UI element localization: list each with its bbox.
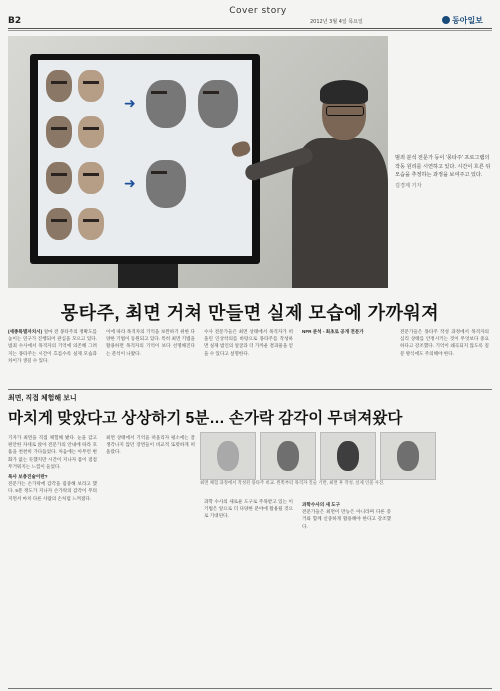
article-column — [106, 328, 195, 386]
photo-caption-text: 범죄 분석 전문가 등이 '몽타주' 프로그램의 작동 원리를 시연하고 있다. 시간이 흐른 뒤 모습을 추정하는 과정을 보여주고 있다. — [395, 155, 491, 179]
article-column — [8, 434, 97, 684]
header-bar — [8, 6, 492, 16]
section2-photo-caption: 최면 체험 과정에서 작성된 몽타주 비교. 왼쪽부터 목격자 진술 기반, 최면 후 작성, 실제 인물 사진. — [200, 480, 385, 485]
section-divider — [8, 389, 492, 390]
face-thumbnail — [78, 70, 104, 102]
article-text: 최면 상태에서 기억을 떠올리자 평소에는 잘 생각나지 않던 장면들이 비교적 또렷하게 떠올랐다. — [106, 435, 195, 455]
page-bottom-rule — [8, 688, 492, 689]
face-photo — [200, 432, 256, 480]
section2-headline: 마치게 맞았다고 상상하기 5분… 손가락 감각이 무뎌져왔다 — [8, 410, 403, 427]
article-column — [302, 328, 391, 386]
face-composite — [198, 80, 238, 128]
face-thumbnail — [78, 208, 104, 240]
article-text: 전문가들은 몽타주 작성 과정에서 목격자의 심리 상태를 안정시키는 것이 무엇보다 중요하다고 강조했다. 기억이 왜곡되지 않도록 질문 방식에도 주의해야 한다. — [400, 329, 489, 356]
article-column — [8, 328, 97, 386]
brand-logo-icon — [442, 16, 450, 24]
face-composite — [146, 80, 186, 128]
publication-date: 2012년 3월 4일 목요일 — [310, 19, 363, 25]
face-thumbnail — [46, 208, 72, 240]
face-thumbnail — [46, 162, 72, 194]
article-column — [204, 328, 293, 386]
presenter-figure — [284, 76, 388, 288]
face-sketch — [337, 441, 359, 471]
newspaper-brand — [442, 15, 483, 26]
face-sketch — [217, 441, 239, 471]
monitor-screen — [38, 60, 252, 256]
face-thumbnail — [78, 162, 104, 194]
article-body — [8, 328, 492, 386]
face-photo — [380, 432, 436, 480]
monitor-stand — [118, 264, 178, 288]
face-thumbnail — [46, 116, 72, 148]
main-photo — [8, 36, 388, 288]
article-column — [400, 328, 489, 386]
article-column — [106, 434, 195, 684]
presenter-hair — [320, 80, 368, 104]
header-rule — [8, 28, 492, 29]
face-thumbnail — [78, 116, 104, 148]
face-photo — [320, 432, 376, 480]
face-composite — [146, 160, 186, 208]
face-thumbnail — [46, 70, 72, 102]
face-photo — [260, 432, 316, 480]
face-sketch — [277, 441, 299, 471]
page-number: B2 — [8, 16, 22, 26]
article-text: 전문가들은 최면이 만능은 아니라며 다른 증거와 함께 신중하게 활용해야 한다고 강조했다. — [302, 509, 391, 529]
main-headline: 몽타주, 최면 거쳐 만들면 실제 모습에 가까워져 — [60, 303, 440, 323]
article-text: 과학 수사의 새로운 도구로 주목받고 있는 이 기법은 앞으로 더 다양한 분야에 활용될 것으로 기대된다. — [204, 499, 293, 519]
arrow-right-icon: ➜ — [124, 176, 136, 192]
article-column — [302, 498, 391, 684]
article-text: 수사 전문가들은 최면 상태에서 목격자가 떠올린 인상착의를 바탕으로 몽타주를 작성하면 실제 범인의 얼굴과 더 가까운 결과물을 얻을 수 있다고 설명한다. — [204, 329, 293, 356]
section2-kicker: 최면, 직접 체험해 보니 — [8, 395, 77, 402]
article-text: 전문가는 손가락에 감각을 집중해 보라고 했다. 5분 정도가 지나자 손가락의 감각이 무뎌지면서 마치 다른 사람의 손처럼 느껴졌다. — [8, 481, 97, 501]
header-rule-secondary — [8, 30, 492, 31]
photo-credit: 김경제 기자 — [395, 182, 422, 189]
article-subhead: 과학수사의 새 도구 — [302, 502, 341, 507]
photo-caption — [395, 154, 493, 190]
face-sketch — [397, 441, 419, 471]
article-column — [204, 498, 293, 684]
brand-name: 동아일보 — [452, 16, 483, 25]
article-text: 이에 따라 목격자의 기억을 보완하기 위한 다양한 기법이 동원되고 있다. 특히 최면 기법을 활용하면 목격자의 기억이 보다 선명해진다는 분석이 나왔다. — [106, 329, 195, 356]
article-subhead: NFR 분석 - 최초로 공개 전문가 — [302, 329, 364, 334]
article-text: 얼마 전 몽타주의 정확도를 높이는 연구가 진행되어 관심을 모으고 있다. 범죄 수사에서 목격자의 기억에 의존해 그려지는 몽타주는 시간이 흐를수록 실제 모습과 차이가 생길 수 있다. — [8, 329, 97, 363]
article-text: 기자가 최면을 직접 체험해 봤다. 눈을 감고 편안한 자세로 앉아 전문가의 안내에 따라 호흡을 천천히 가다듬었다. 처음에는 아무런 변화가 없는 듯했지만 시간이 지나자 몸이 점점 무거워지는 느낌이 들었다. — [8, 435, 97, 469]
section-title: Cover story — [229, 6, 287, 16]
arrow-right-icon: ➜ — [124, 96, 136, 112]
presenter-glasses — [326, 106, 364, 116]
article-subhead: 목사 보충진술이란? — [8, 474, 48, 480]
article-byline: (세종특별자치시) — [8, 329, 43, 334]
